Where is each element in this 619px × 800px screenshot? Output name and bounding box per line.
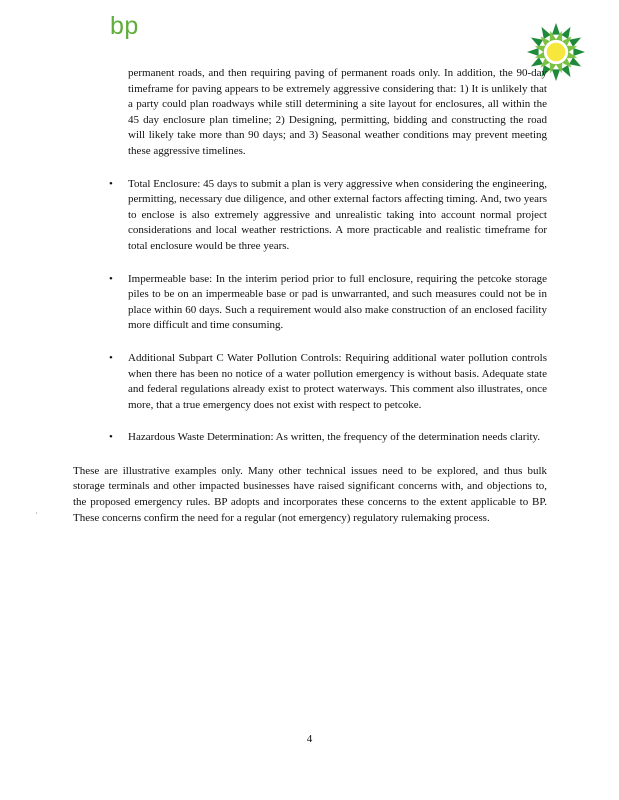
bp-logo-text: bp — [110, 12, 139, 40]
bullet-text: Hazardous Waste Determination: As written, the frequency of the determination needs clarity. — [128, 431, 541, 444]
closing-paragraph: These are illustrative examples only. Many other technical issues need to be explored, and thus bulk storage terminals and other impacted businesses have raised significant concerns with, and objections to, the proposed emergency rules. BP adopts and incorporates these concerns to the extent applicable to BP. These concerns confirm the need for a regular (not emergency) regulatory rulemaking process. — [73, 464, 547, 524]
bullet-glyph: • — [109, 177, 113, 190]
bullet-item-total-enclosure — [109, 177, 547, 255]
letter-body — [73, 66, 547, 526]
page-number: 4 — [306, 733, 313, 745]
bullet-text: Impermeable base: In the interim period prior to full enclosure, requiring the petcoke storage piles to be on an impermeable base or pad is unwarranted, and such measures could not be in place within 60 days. Such a requirement would also make construction of an enclosed facility more difficult and time consuming. — [128, 272, 547, 332]
stray-mark: · — [35, 509, 38, 518]
bullet-glyph: • — [109, 351, 113, 364]
bullet-text: Total Enclosure: 45 days to submit a plan is very aggressive when considering the engineering, permitting, necessary due diligence, and other external factors affecting timing. And, two years to enclose is also extremely aggressive and unrealistic taking into account normal project considerations and local weather restrictions. A more practicable and realistic timeframe for total enclosure would be three years. — [128, 177, 547, 252]
bullet-item-water-pollution-controls — [109, 351, 547, 413]
bullet-item-hazardous-waste — [109, 430, 547, 446]
bullet-text: Additional Subpart C Water Pollution Controls: Requiring additional water pollution controls when there has been no notice of a water pollution emergency is without basis. Adequate state and federal regulations already exist to protect waterways. This comment also illustrates, once more, that a true emergency does not exist with respect to petcoke. — [128, 351, 547, 411]
bullet-item-impermeable-base — [109, 272, 547, 334]
bullet-glyph: • — [109, 431, 113, 444]
continued-paragraph: permanent roads, and then requiring paving of permanent roads only. In addition, the 90-day timeframe for paving appears to be extremely aggressive considering that: 1) It is unlikely that a party could plan roadways while still determining a site layout for enclosures, all within the 45 day enclosure plan timeline; 2) Designing, permitting, bidding and constructing the road will likely take more than 90 days; and 3) Seasonal weather conditions may prevent meeting these aggressive timelines. — [128, 67, 547, 157]
concern-bullet-list — [73, 177, 547, 446]
bullet-glyph: • — [109, 272, 113, 285]
